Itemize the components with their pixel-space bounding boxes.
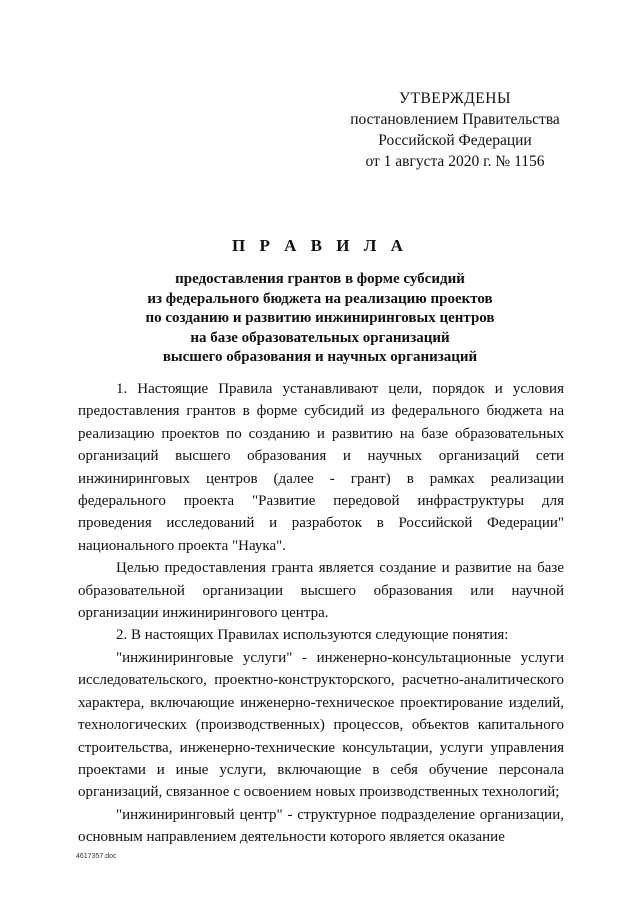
document-subtitle	[60, 270, 580, 368]
paragraph-definitions-intro: 2. В настоящих Правилах используются следующие понятия:	[116, 627, 509, 644]
subtitle-line: по созданию и развитию инжиниринговых центров	[145, 310, 495, 326]
paragraph-grant-purpose: Целью предоставления гранта является создание и развитие на базе образовательной организации высшего образования или научной организации инжинирингового центра.	[78, 560, 564, 622]
subtitle-line: предоставления грантов в форме субсидий	[175, 271, 465, 287]
subtitle-line: высшего образования и научных организаций	[162, 349, 478, 365]
paragraph-engineering-center-definition: "инжиниринговый центр" - структурное подразделение организации, основным направлением деятельности которого является оказание	[78, 806, 564, 846]
subtitle-line: на базе образовательных организаций	[190, 329, 450, 346]
document-heading	[60, 236, 580, 368]
document-title: П Р А В И Л А	[232, 236, 408, 255]
approval-line-date-number: от 1 августа 2020 г. № 1156	[365, 153, 545, 170]
approval-title: УТВЕРЖДЕНЫ	[399, 90, 511, 107]
approval-block	[330, 88, 580, 172]
paragraph-engineering-services-definition: "инжиниринговые услуги" - инженерно-консультационные услуги исследовательского, проектно-конструкторского, расчетно-аналитического характера, включающие инженерно-техническое проектирование изделий, технологических (производственных) процессов, объектов капитального строительства, инженерно-технические консультации, услуги управления проектами и иные услуги, включающие в себя обучение персонала организаций, связанное с освоением новых производственных технологий;	[78, 649, 564, 801]
approval-line-country: Российской Федерации	[378, 132, 532, 149]
file-name-footer: 4617357.doc	[76, 853, 117, 860]
approval-line-decree: постановлением Правительства	[350, 111, 560, 128]
document-body	[78, 378, 564, 849]
subtitle-line: из федерального бюджета на реализацию проектов	[147, 290, 493, 307]
paragraph-rules-scope: 1. Настоящие Правила устанавливают цели, порядок и условия предоставления грантов в форме субсидий из федерального бюджета на реализацию проектов по созданию и развитию на базе образовательных организаций высшего образования и научных организаций сети инжиниринговых центров (далее - грант) в рамках реализации федерального проекта "Развитие передовой инфраструктуры для проведения исследований и разработок в Российской Федерации" национального проекта "Наука".	[78, 381, 564, 554]
